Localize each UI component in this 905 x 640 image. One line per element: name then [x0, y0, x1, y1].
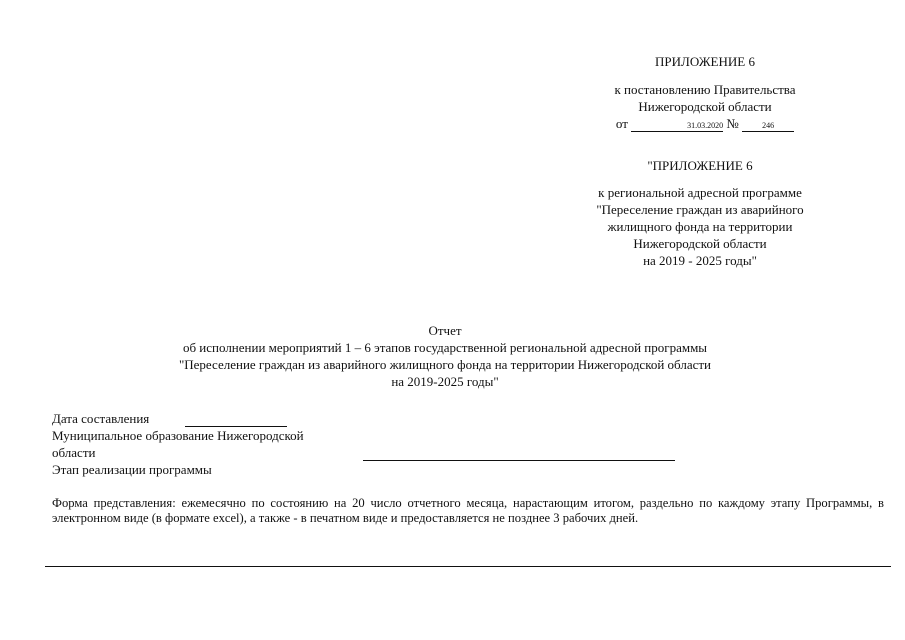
- bottom-divider: [45, 566, 891, 567]
- number-sign: №: [726, 116, 739, 131]
- program-appendix-line: жилищного фонда на территории: [607, 219, 793, 234]
- program-appendix-line: "Переселение граждан из аварийного: [596, 202, 804, 217]
- number-value: 246: [762, 121, 775, 130]
- municipality-underline: [363, 460, 675, 461]
- date-value: 31.03.2020: [687, 121, 724, 130]
- program-appendix-line: на 2019 - 2025 годы": [643, 253, 757, 268]
- report-line: "Переселение граждан из аварийного жилищного фонда на территории Нижегородской области: [178, 357, 712, 372]
- appendix-title: ПРИЛОЖЕНИЕ 6: [655, 54, 755, 69]
- report-line: об исполнении мероприятий 1 – 6 этапов государственной региональной адресной программы: [182, 340, 708, 355]
- appendix-header: [585, 53, 825, 132]
- form-note: Форма представления: ежемесячно по состоянию на 20 число отчетного месяца, нарастающим итогом, раздельно по каждому этапу Программы, в электронном виде (в формате excel), а также - в печатном виде и предоставляется не позднее 3 рабочих дней.: [52, 496, 884, 525]
- report-heading: [90, 322, 800, 390]
- date-label: Дата составления: [52, 411, 150, 426]
- program-appendix: [570, 157, 830, 269]
- number-field: [742, 118, 794, 132]
- report-title: Отчет: [428, 323, 462, 338]
- stage-label: Этап реализации программы: [52, 462, 212, 477]
- program-appendix-line: к региональной адресной программе: [598, 185, 802, 200]
- appendix-line-1: к постановлению Правительства: [614, 82, 796, 97]
- appendix-line-2: Нижегородской области: [638, 99, 772, 114]
- program-appendix-title: "ПРИЛОЖЕНИЕ 6: [647, 158, 753, 173]
- date-field: [631, 118, 723, 132]
- date-prefix: от: [615, 116, 628, 131]
- program-appendix-line: Нижегородской области: [633, 236, 767, 251]
- municipality-label-continued: области: [52, 445, 96, 460]
- appendix-date-line: [585, 115, 825, 132]
- report-line: на 2019-2025 годы": [391, 374, 499, 389]
- municipality-label: Муниципальное образование Нижегородской: [52, 428, 304, 443]
